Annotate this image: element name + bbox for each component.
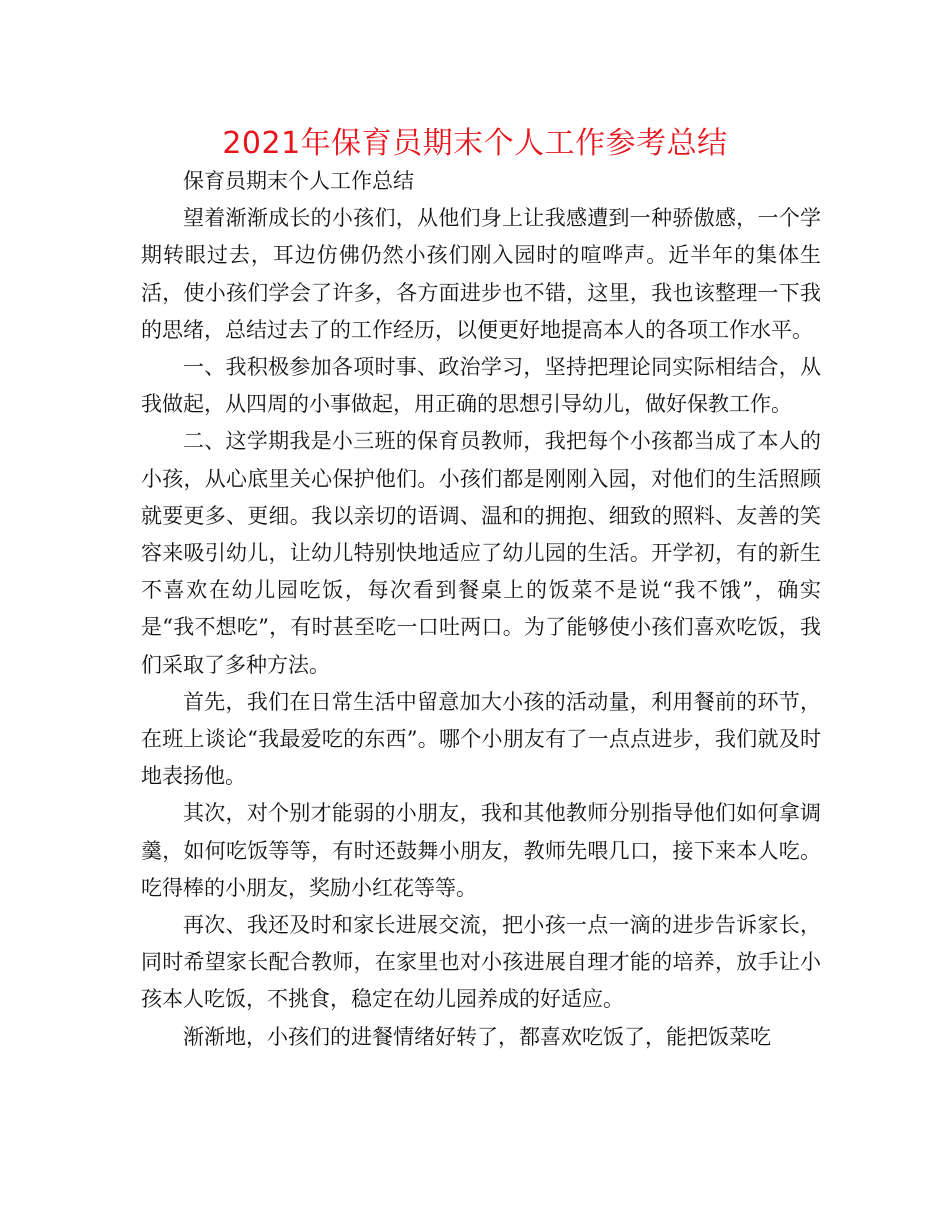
document-title: 2021年保育员期末个人工作参考总结 xyxy=(222,126,728,161)
paragraph-gradually: 渐渐地，小孩们的进餐情绪好转了，都喜欢吃饭了，能把饭菜吃 xyxy=(183,1024,771,1049)
document-body xyxy=(141,163,821,1056)
paragraph-point-one: 一、我积极参加各项时事、政治学习，坚持把理论同实际相结合，从我做起，从四周的小事做起，用正确的思想引导幼儿，做好保教工作。 xyxy=(141,355,821,417)
paragraph-third: 再次、我还及时和家长进展交流，把小孩一点一滴的进步告诉家长，同时希望家长配合教师，在家里也对小孩进展自理才能的培养，放手让小孩本人吃饭，不挑食，稳定在幼儿园养成的好适应。 xyxy=(141,913,821,1012)
paragraph-intro: 望着渐渐成长的小孩们，从他们身上让我感遭到一种骄傲感，一个学期转眼过去，耳边仿佛仍然小孩们刚入园时的喧哗声。近半年的集体生活，使小孩们学会了许多，各方面进步也不错，这里，我也该整理一下我的思绪，总结过去了的工作经历，以便更好地提高本人的各项工作水平。 xyxy=(141,206,821,342)
paragraph-second: 其次，对个别才能弱的小朋友，我和其他教师分别指导他们如何拿调羹，如何吃饭等等，有时还鼓舞小朋友，教师先喂几口，接下来本人吃。吃得棒的小朋友，奖励小红花等等。 xyxy=(141,801,821,900)
paragraph-subtitle: 保育员期末个人工作总结 xyxy=(183,169,414,193)
paragraph-point-two: 二、这学期我是小三班的保育员教师，我把每个小孩都当成了本人的小孩，从心底里关心保护他们。小孩们都是刚刚入园，对他们的生活照顾就要更多、更细。我以亲切的语调、温和的拥抱、细致的照料、友善的笑容来吸引幼儿，让幼儿特别快地适应了幼儿园的生活。开学初，有的新生不喜欢在幼儿园吃饭，每次看到餐桌上的饭菜不是说“我不饿”，确实是“我不想吃”，有时甚至吃一口吐两口。为了能够使小孩们喜欢吃饭，我们采取了多种方法。 xyxy=(141,429,821,677)
paragraph-first: 首先，我们在日常生活中留意加大小孩的活动量，利用餐前的环节，在班上谈论“我最爱吃的东西”。哪个小朋友有了一点点进步，我们就及时地表扬他。 xyxy=(141,689,821,789)
